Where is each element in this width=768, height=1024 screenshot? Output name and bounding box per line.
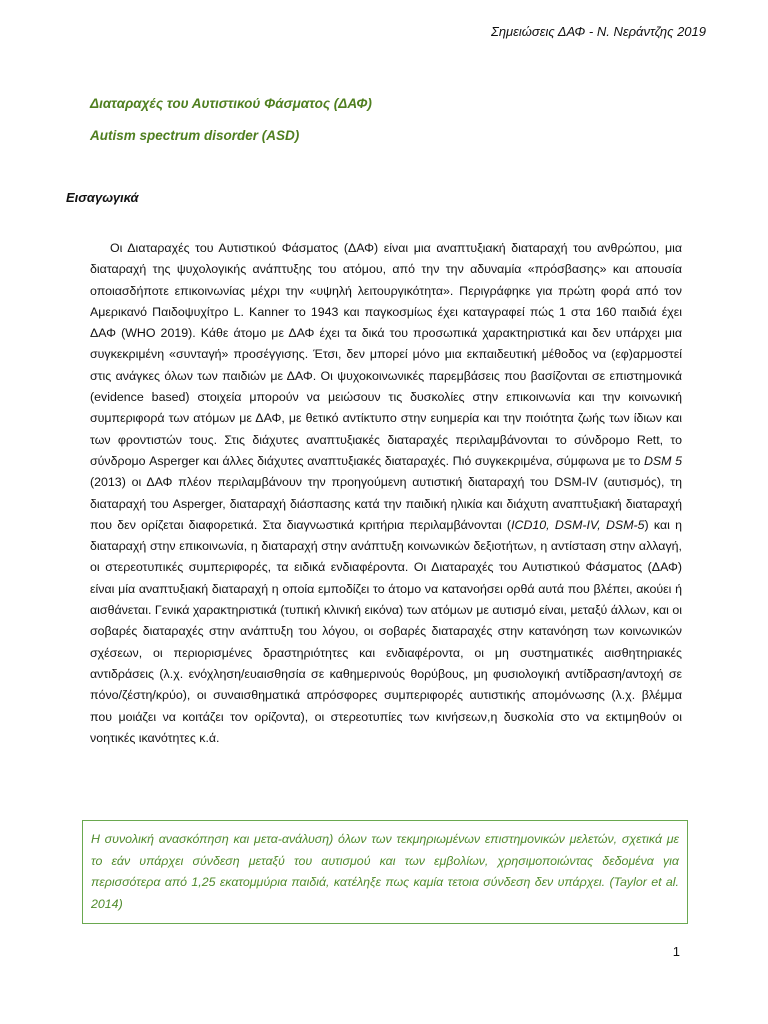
page-number: 1	[672, 944, 680, 959]
callout-text: Η συνολική ανασκόπηση και μετα-ανάλυση) όλων των τεκμηριωμένων επιστημονικών μελετών, σχετικά με το εάν υπάρχει σύνδεση μεταξύ του αυτισμού και των εμβολίων, χρησιμοποιώντας δεδομένα για περισσότερα από 1,25 εκατομμύρια παιδιά, κατέληξε πως καμία τετοια σύνδεση δεν υπάρχει. (Taylor et al. 2014)	[91, 832, 679, 911]
body-text-part-1: Οι Διαταραχές του Αυτιστικού Φάσματος (ΔΑΦ) είναι μια αναπτυξιακή διαταραχή του ανθρώπου, μια διαταραχή της ψυχολογικής ανάπτυξης του ατόμου, από την την αδυναμία «πρόσβασης» και απουσία οποιασδήποτε επικοινωνίας μέχρι την «υψηλή λειτουργικότητα». Περιγράφηκε για πρώτη φορά από τον Αμερικανό Παιδοψυχίτρο L. Kanner το 1943 και παγκοσμίως έχει καταγραφεί πώς 1 στα 160 παιδιά έχει ΔΑΦ (WHO 2019). Κάθε άτομο με ΔΑΦ έχει τα δικά του προσωπικά χαρακτηριστικά και δεν υπάρχει μια συγκεκριμένη «συνταγή» προσέγγισης. Έτσι, δεν μπορεί μόνο μια εκπαιδευτική μέθοδος να (εφ)αρμοστεί στις ανάγκες όλων των παιδιών με ΔΑΦ. Οι ψυχοκοινωνικές παρεμβάσεις που βασίζονται σε επιστημονικά (evidence based) στοιχεία μπορούν να μειώσουν τις δυσκολίες στην επικοινωνία και την κοινωνική συμπεριφορά των ατόμων με ΔΑΦ, με θετικό αντίκτυπο στην ευημερία και την ποιότητα ζωής των ίδιων και των φροντιστών τους. Στις διάχυτες αναπτυξιακές διαταραχές περιλαμβάνονται το σύνδρομο Rett, το σύνδρομο Asperger και άλλες διάχυτες αναπτυξιακές διαταραχές. Πιό συγκεκριμένα, σύμφωνα με το	[90, 241, 682, 468]
diagnostic-criteria-reference: ICD10, DSM-IV, DSM-5	[511, 517, 645, 532]
document-title-english: Autism spectrum disorder (ASD)	[90, 128, 300, 143]
body-paragraph	[90, 238, 682, 749]
body-text-part-2: (2013) οι ΔΑΦ πλέον περιλαμβάνουν την προηγούμενη αυτιστική διαταραχή του DSM-IV (αυτισμός), τη διαταραχή του Asperger, διαταραχή διάσπασης κατά την παιδική ηλικία και διάχυτη αναπτυξιακή διαταραχή που δεν ορίζεται διαφορετικά. Στα διαγνωστικά κριτήρια περιλαμβάνονται (	[90, 475, 682, 532]
dsm5-reference: DSM 5	[643, 453, 682, 468]
body-text-part-3: ) και η διαταραχή στην επικοινωνία, η διαταραχή στην ανάπτυξη κοινωνικών δεξιοτήτων, η αντίσταση στην αλλαγή, οι στερεοτυπικές συμπεριφορές, τα ειδικά ενδιαφέροντα. Οι Διαταραχές του Αυτιστικού Φάσματος (ΔΑΦ) είναι μία αναπτυξιακή διαταραχή η οποία εμποδίζει το άτομο να κατανοήσει ορθά αυτά που βλέπει, ακούει ή αισθάνεται. Γενικά χαρακτηριστικά (τυπική κλινική εικόνα) των ατόμων με αυτισμό είναι, μεταξύ άλλων, και οι σοβαρές διαταραχές στην ανάπτυξη του λόγου, οι σοβαρές διαταραχές στην κατανόηση των κοινωνικών σχέσεων, οι περιορισμένες δραστηριότητες και ενδιαφέροντα, οι μη συστηματικές αισθητηριακές αντιδράσεις (λ.χ. ενόχληση/ευαισθησία σε καθημερινούς θορύβους, μη φυσιολογική αντίδραση/αντοχή σε πόνο/ζέστη/κρύο), οι συναισθηματικά απρόσφορες συμπεριφορές αυτιστικής απομόνωσης (λ.χ. βλέμμα που μοιάζει να κοιτάζει τον ορίζοντα), οι στερεοτυπίες των κινήσεων,η δυσκολία στο να εκτιμηθούν οι νοητικές ικανότητες κ.ά.	[90, 517, 682, 745]
callout-box	[82, 820, 688, 924]
document-title-greek: Διαταραχές του Αυτιστικού Φάσματος (ΔΑΦ)	[90, 96, 372, 111]
section-heading: Εισαγωγικά	[66, 190, 139, 205]
running-head: Σημειώσεις ΔΑΦ - Ν. Νεράντζης 2019	[491, 24, 706, 39]
